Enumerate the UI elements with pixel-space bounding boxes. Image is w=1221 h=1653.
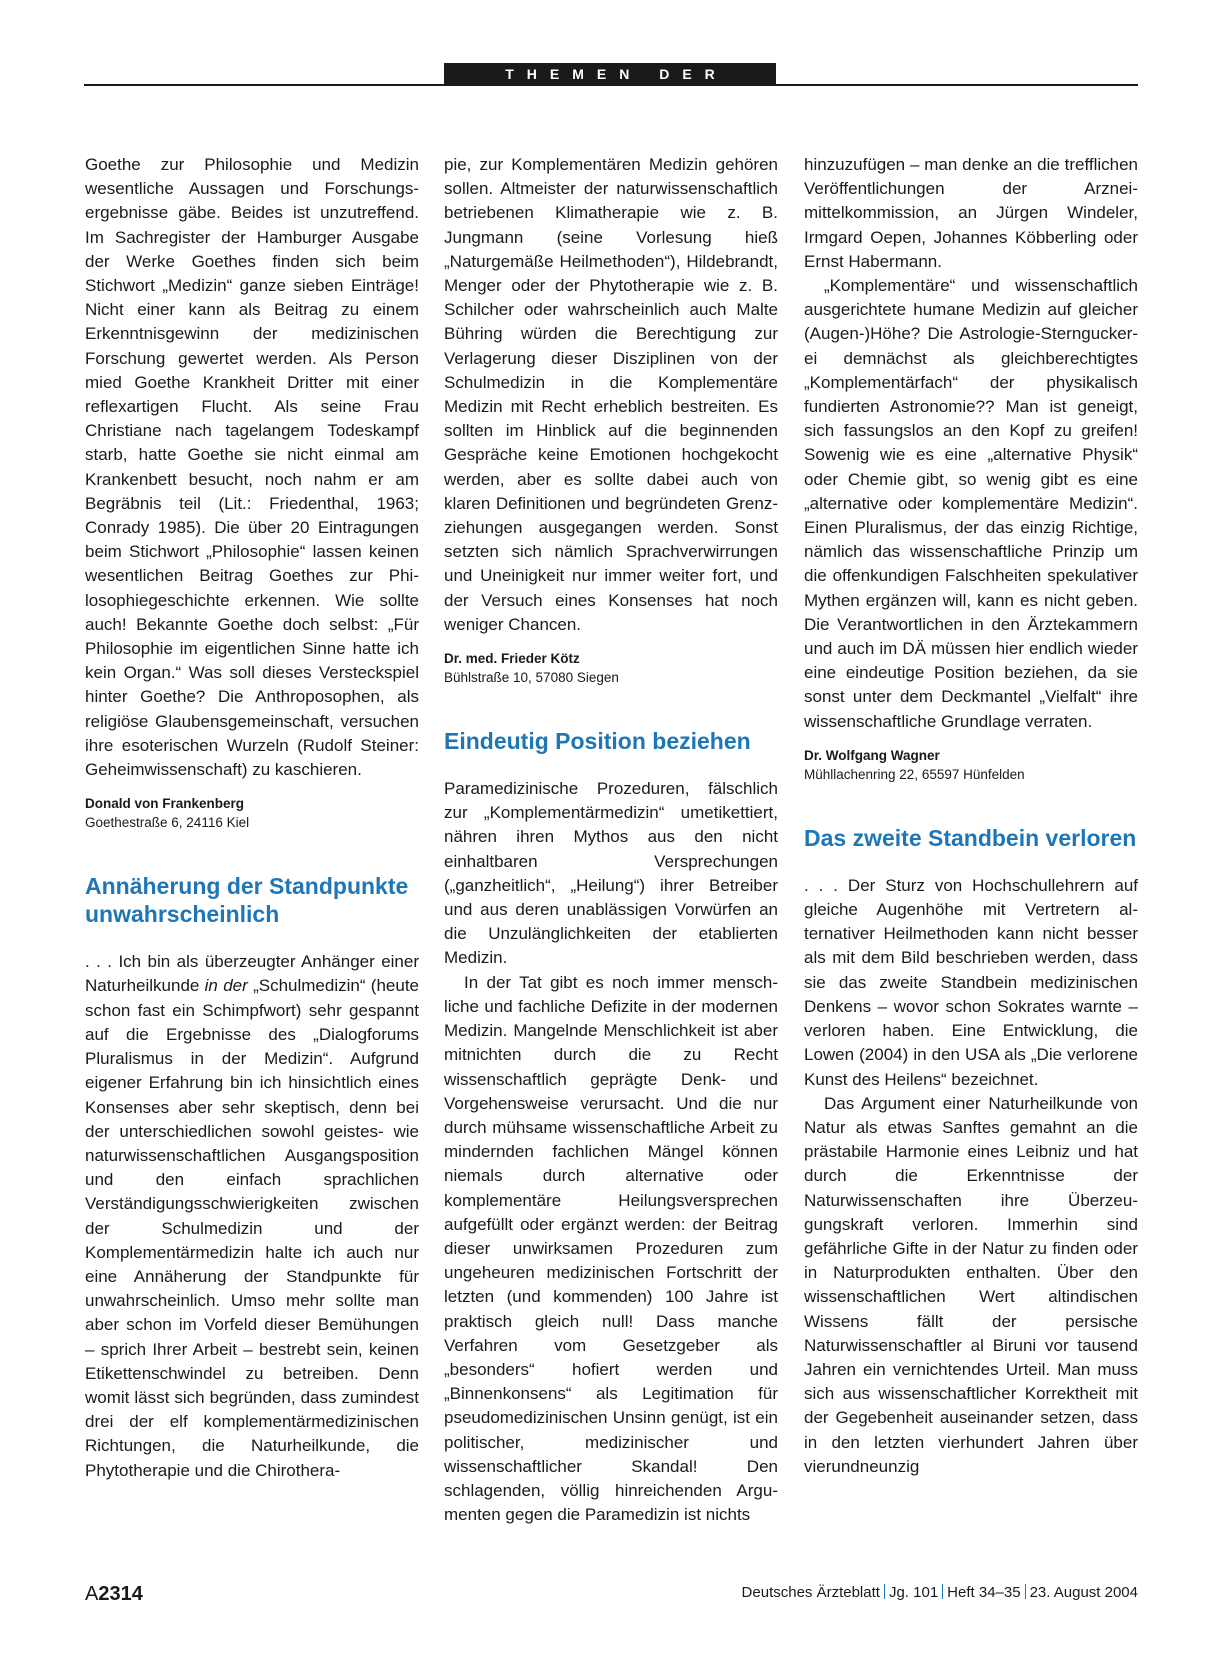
- letter-author-address: Mühllachenring 22, 65597 Hünfelden: [804, 766, 1025, 782]
- letter-body-paragraph: Paramedizinische Prozeduren, fälschlich zur „Komplementärmedizin“ umetikettiert, nähren ihren Mythos aus den nicht einhaltbaren Versprechungen („ganzheitlich“, „Heilung“) ihrer Betreiber und aus deren unablässigen Vorwürfen an die Unzulänglichkeiten der etablierten Medizin.: [444, 779, 778, 968]
- letter-body-paragraph: . . . Der Sturz von Hochschullehrern auf gleiche Augenhöhe mit Vertretern alternativer Heilmethoden kann nicht besser als mit dem Bild beschrieben werden, dass sie das zweite Standbein medizinischen Denkens – wovor schon Sokrates warnte – verloren haben. Eine Entwicklung, die Lowen (2004) in den USA als „Die verlorene Kunst des Heilens“ bezeichnet.: [804, 875, 1138, 1089]
- journal-issue: Heft 34–35: [947, 1584, 1021, 1601]
- journal-name: Deutsches Ärzteblatt: [741, 1584, 880, 1601]
- letter-heading: Das zweite Standbein verloren: [804, 824, 1137, 851]
- letter-author-address: Bühlstraße 10, 57080 Siegen: [444, 670, 619, 686]
- page-prefix: A: [85, 1583, 99, 1605]
- header-rule: [84, 84, 1138, 86]
- separator: [884, 1584, 885, 1599]
- page-number-value: 2314: [98, 1583, 143, 1605]
- letter-author-address: Goethestraße 6, 24116 Kiel: [85, 815, 250, 831]
- letter-body-paragraph: In der Tat gibt es noch immer menschliche und fachliche Defizite in der modernen Medizin. Mangelnde Menschlichkeit ist aber mitnichten durch die zu Recht wissenschaftlich geprägte Denk- und Vorgehensweise verursacht. Und die nur durch mühsame wissenschaftliche Arbeit zu mindernden fachlichen Mängel können niemals durch alternative oder komplementäre Heilungsversprechen aufgefüllt oder ergänzt werden: der Beitrag dieser unwirksamen Prozeduren zum ungeheuren medizinischen Fortschritt der letzten (und kommenden) 100 Jahre ist praktisch gleich null! Dass manche Verfahren vom Gesetzgeber als „besonders“ hofiert werden und „Binnenkonsens“ als Legitimation für pseudomedizinischen Unsinn genügt, ist ein politischer, medizinischer und wissenschaftlicher Skandal! Den schlagenden, völlig hinreichenden Argumenten gegen die Paramedizin ist nichts: [444, 972, 778, 1525]
- letter-body-paragraph: „Komplementäre“ und wissenschaftlich ausgerichtete humane Medizin auf gleicher (Augen-)Höhe? Die Astrologie-Sternguckerei demnächst als gleichberechtigtes „Komplementärfach“ der physikalisch fundierten Astronomie?? Man ist geneigt, sich fassungslos an den Kopf zu greifen! Sowenig wie es eine „alternative Physik“ oder Chemie gibt, so wenig gibt es eine „alternative oder komplementäre Medizin“. Einen Pluralismus, der das einzig Richtige, nämlich das wissenschaftliche Prinzip um die offenkundigen Falschheiten spekulativer Mythen ergänzen will, kann es nicht geben. Die Verantwortlichen in den Ärztekammern und auch im DÄ müssen hier endlich wieder eine eindeutige Position beziehen, da sie sonst unter dem Deckmantel „Vielfalt“ ihre wissenschaftliche Grundlage verraten.: [804, 276, 1138, 731]
- journal-citation: [742, 1584, 1138, 1601]
- letter-heading: Eindeutig Position beziehen: [444, 728, 751, 755]
- page-number: [85, 1583, 143, 1606]
- letter-author-name: Dr. Wolfgang Wagner: [804, 747, 940, 763]
- section-banner: THEMEN DER ZEIT: [444, 63, 776, 85]
- letter-author-name: Dr. med. Frieder Kötz: [444, 651, 580, 667]
- italic-text-run: in der: [204, 976, 248, 996]
- letter-author-name: Donald von Frankenberg: [85, 796, 245, 812]
- letter-body-paragraph: pie, zur Komplementären Medizin gehören sollen. Altmeister der naturwissenschaftlich betriebenen Klimatherapie wie z. B. Jungmann (seine Vorlesung hieß „Naturgemäße Heilmethoden“), Hildebrandt, Menger oder der Phytotherapie wie z. B. Schilcher oder wahrscheinlich auch Malte Bühring würden die Berechtigung zur Verlagerung dieser Disziplinen von der Schulmedizin in die Komplementäre Medizin mit Recht erheblich bestreiten. Es sollten im Hinblick auf die beginnenden Gespräche keine Emotionen hochgekocht werden, aber es sollte dabei auch von klaren Definitionen und begründeten Grenzziehungen ausgegangen werden. Sonst setzten sich nämlich Sprachverwirrungen und Uneinigkeit nur immer weiter fort, und der Versuch eines Konsenses hat noch weniger Chancen.: [444, 155, 778, 634]
- column-1: [85, 153, 419, 1483]
- journal-date: 23. August 2004: [1029, 1584, 1138, 1601]
- text-run: . . . Ich bin als überzeugter Anhänger einer Naturheilkunde: [85, 952, 419, 996]
- letter-body-paragraph: hinzuzufügen – man denke an die trefflichen Veröffentlichungen der Arzneimittelkommission, an Jürgen Windeler, Irmgard Oepen, Johannes Köbberling oder Ernst Habermann.: [804, 155, 1138, 271]
- column-3: [804, 153, 1138, 1479]
- text-run: „Schulmedizin“ (heute schon fast ein Schimpfwort) sehr gespannt auf die Ergebnisse des „Dialogforums Pluralismus in der Medizin“. Aufgrund eigener Erfahrung bin ich hinsichtlich eines Konsenses aber sehr skeptisch, denn bei der unterschiedlichen sowohl geistes- wie naturwissenschaftlichen Ausgangsposition und den einfach sprachlichen Verständigungsschwierigkeiten zwischen der Schulmedizin und der Komplementärmedizin halte ich auch nur eine Annäherung der Standpunkte für unwahrscheinlich. Umso mehr sollte man aber schon im Vorfeld dieser Bemühungen – sprich Ihrer Arbeit – bestrebt sein, keinen Etikettenschwindel zu betreiben. Denn womit lässt sich begründen, dass zumindest drei der elf komplementärmedizinischen Richtungen, die Naturheilkunde, die Phytotherapie und die Chirothera-: [85, 976, 419, 1480]
- separator: [1025, 1584, 1026, 1599]
- separator: [942, 1584, 943, 1599]
- column-2: [444, 153, 778, 1527]
- journal-volume: Jg. 101: [888, 1584, 939, 1601]
- letter-body-paragraph: [85, 950, 419, 1482]
- letter-body-paragraph: Das Argument einer Naturheilkunde von Natur als etwas Sanftes gemahnt an die prästabile Harmonie eines Leibniz und hat durch die Erkenntnisse der Naturwissenschaften ihre Überzeugungskraft verloren. Immerhin sind gefährliche Gifte in der Natur zu finden oder in Naturprodukten enthalten. Über den wissenschaftlichen Wert altindischen Wissens fällt der persische Naturwissenschaftler al Biruni vor tausend Jahren ein vernichtendes Urteil. Man muss sich aus wissenschaftlicher Korrektheit mit der Gegebenheit auseinander setzen, dass in den letzten vierhundert Jahren über vierundneunzig: [804, 1093, 1138, 1476]
- letter-heading: Annäherung der Standpunkte unwahrscheinlich: [85, 873, 409, 928]
- letter-body-paragraph: Goethe zur Philosophie und Medizin wesentliche Aussagen und Forschungsergebnisse gäbe. Beides ist unzutreffend. Im Sachregister der Hamburger Ausgabe der Werke Goethes finden sich beim Stichwort „Medizin“ ganze sieben Einträge! Nicht einer kann als Beitrag zu einem Erkenntnisgewinn der medizinischen Forschung gewertet werden. Als Person mied Goethe Krankheit Dritter mit einer reflexartigen Flucht. Als seine Frau Christiane nach tagelangem Todeskampf starb, hatte Goethe sie nicht einmal am Krankenbett besucht, noch nahm er am Begräbnis teil (Lit.: Friedenthal, 1963; Conrady 1985). Die über 20 Eintragungen beim Stichwort „Philosophie“ lassen keinen wesentlichen Beitrag Goethes zur Philosophiegeschichte erkennen. Wie sollte auch! Bekannte Goethe doch selbst: „Für Philosophie im eigentlichen Sinne hatte ich kein Organ.“ Was soll dieses Versteckspiel hinter Goethe? Die Anthroposophen, als religiöse Glaubensgemeinschaft, versuchen ihre esoterischen Wurzeln (Rudolf Steiner: Geheimwissenschaft) zu kaschieren.: [85, 155, 419, 780]
